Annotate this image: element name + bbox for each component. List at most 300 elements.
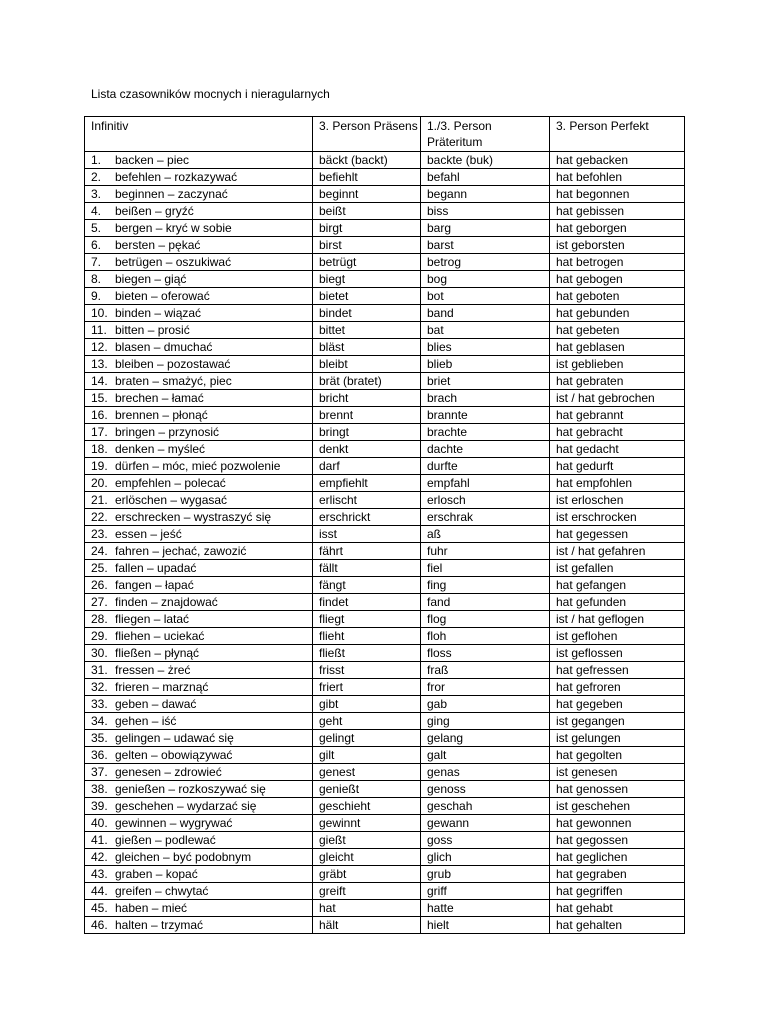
cell-infinitiv [85,509,313,526]
table-row [85,900,685,917]
infinitiv-text: essen – jeść [115,527,182,541]
infinitiv-text: dürfen – móc, mieć pozwolenie [115,459,281,473]
cell-perfekt: hat empfohlen [550,475,685,492]
row-number: 43. [91,867,108,881]
row-number: 45. [91,901,108,915]
infinitiv-text: halten – trzymać [115,918,204,932]
infinitiv-text: haben – mieć [115,901,188,915]
row-number: 22. [91,510,108,524]
infinitiv-text: bleiben – pozostawać [115,357,231,371]
cell-praeteritum: fand [421,594,550,611]
cell-perfekt: hat gegriffen [550,883,685,900]
cell-praeteritum: brach [421,390,550,407]
infinitiv-text: beginnen – zaczynać [115,187,228,201]
row-number: 4. [91,204,102,218]
table-row [85,883,685,900]
cell-praeteritum: betrog [421,254,550,271]
cell-perfekt: hat gebogen [550,271,685,288]
cell-infinitiv [85,730,313,747]
row-number: 44. [91,884,108,898]
row-number: 34. [91,714,108,728]
cell-perfekt: hat gefunden [550,594,685,611]
table-row [85,849,685,866]
cell-praesens: befiehlt [313,169,421,186]
cell-praeteritum: floss [421,645,550,662]
cell-praesens: gießt [313,832,421,849]
cell-praeteritum: griff [421,883,550,900]
infinitiv-text: brechen – łamać [115,391,204,405]
cell-perfekt: hat genossen [550,781,685,798]
cell-praesens: gewinnt [313,815,421,832]
row-number: 25. [91,561,108,575]
cell-perfekt: hat gegolten [550,747,685,764]
cell-perfekt: hat gedacht [550,441,685,458]
cell-infinitiv [85,662,313,679]
cell-praeteritum: brannte [421,407,550,424]
row-number: 39. [91,799,108,813]
row-number: 13. [91,357,108,371]
cell-infinitiv [85,390,313,407]
infinitiv-text: befehlen – rozkazywać [115,170,238,184]
cell-praesens: genießt [313,781,421,798]
cell-infinitiv [85,526,313,543]
cell-praesens: bricht [313,390,421,407]
cell-praesens: darf [313,458,421,475]
infinitiv-text: gießen – podlewać [115,833,216,847]
row-number: 28. [91,612,108,626]
cell-infinitiv [85,560,313,577]
row-number: 16. [91,408,108,422]
cell-praeteritum: ging [421,713,550,730]
table-row [85,781,685,798]
table-row [85,305,685,322]
cell-perfekt: ist geflohen [550,628,685,645]
cell-perfekt: ist gefallen [550,560,685,577]
table-row [85,526,685,543]
cell-infinitiv [85,237,313,254]
row-number: 6. [91,238,102,252]
cell-perfekt: hat befohlen [550,169,685,186]
cell-praeteritum: hatte [421,900,550,917]
table-row [85,832,685,849]
cell-perfekt: hat geblasen [550,339,685,356]
table-row [85,560,685,577]
row-number: 35. [91,731,108,745]
cell-praesens: betrügt [313,254,421,271]
table-row [85,356,685,373]
cell-praeteritum: begann [421,186,550,203]
row-number: 33. [91,697,108,711]
cell-praesens: beißt [313,203,421,220]
cell-infinitiv [85,458,313,475]
cell-infinitiv [85,271,313,288]
cell-praesens: fließt [313,645,421,662]
infinitiv-text: fliehen – uciekać [115,629,205,643]
infinitiv-text: graben – kopać [115,867,198,881]
cell-praeteritum: fraß [421,662,550,679]
row-number: 10. [91,306,108,320]
cell-praeteritum: galt [421,747,550,764]
cell-praesens: bittet [313,322,421,339]
cell-perfekt: hat gedurft [550,458,685,475]
cell-infinitiv [85,543,313,560]
row-number: 17. [91,425,108,439]
cell-praesens: friert [313,679,421,696]
infinitiv-text: erlöschen – wygasać [115,493,228,507]
table-row [85,747,685,764]
table-row [85,798,685,815]
infinitiv-text: gelingen – udawać się [115,731,234,745]
cell-praesens: birst [313,237,421,254]
row-number: 27. [91,595,108,609]
cell-infinitiv [85,169,313,186]
cell-praesens: frisst [313,662,421,679]
cell-perfekt: hat gewonnen [550,815,685,832]
cell-infinitiv [85,220,313,237]
cell-infinitiv [85,373,313,390]
cell-praesens: gelingt [313,730,421,747]
row-number: 29. [91,629,108,643]
row-number: 36. [91,748,108,762]
cell-praeteritum: gewann [421,815,550,832]
cell-perfekt: ist erschrocken [550,509,685,526]
cell-infinitiv [85,152,313,169]
header-perfekt: 3. Person Perfekt [550,117,685,152]
cell-praesens: bietet [313,288,421,305]
infinitiv-text: gleichen – być podobnym [115,850,252,864]
table-row [85,322,685,339]
cell-praesens: hält [313,917,421,934]
cell-infinitiv [85,288,313,305]
table-row [85,543,685,560]
cell-perfekt: hat geborgen [550,220,685,237]
table-row [85,373,685,390]
cell-praeteritum: genoss [421,781,550,798]
cell-perfekt: hat gehalten [550,917,685,934]
cell-perfekt: hat gefressen [550,662,685,679]
cell-infinitiv [85,713,313,730]
infinitiv-text: binden – wiązać [115,306,202,320]
infinitiv-text: genesen – zdrowieć [115,765,222,779]
cell-praesens: gleicht [313,849,421,866]
table-row [85,679,685,696]
header-praeteritum: 1./3. Person Präteritum [421,117,550,152]
cell-infinitiv [85,696,313,713]
cell-perfekt: ist gelungen [550,730,685,747]
cell-praesens: birgt [313,220,421,237]
table-row [85,390,685,407]
row-number: 3. [91,187,102,201]
cell-praesens: geht [313,713,421,730]
cell-perfekt: hat gebrannt [550,407,685,424]
infinitiv-text: bringen – przynosić [115,425,220,439]
verb-table [84,116,685,934]
table-row [85,577,685,594]
infinitiv-text: geben – dawać [115,697,197,711]
cell-praesens: biegt [313,271,421,288]
infinitiv-text: beißen – gryźć [115,204,194,218]
cell-praesens: erschrickt [313,509,421,526]
table-row [85,424,685,441]
row-number: 1. [91,153,102,167]
cell-infinitiv [85,424,313,441]
row-number: 20. [91,476,108,490]
table-row [85,713,685,730]
table-row [85,475,685,492]
cell-praesens: isst [313,526,421,543]
cell-perfekt: ist / hat gefahren [550,543,685,560]
cell-infinitiv [85,254,313,271]
table-row [85,730,685,747]
cell-praeteritum: erschrak [421,509,550,526]
cell-infinitiv [85,441,313,458]
infinitiv-text: blasen – dmuchać [115,340,213,354]
cell-praesens: bindet [313,305,421,322]
row-number: 32. [91,680,108,694]
row-number: 30. [91,646,108,660]
row-number: 41. [91,833,108,847]
cell-praesens: bläst [313,339,421,356]
cell-infinitiv [85,883,313,900]
row-number: 9. [91,289,102,303]
row-number: 8. [91,272,102,286]
cell-infinitiv [85,186,313,203]
table-row [85,866,685,883]
cell-praesens: fängt [313,577,421,594]
cell-perfekt: hat gegessen [550,526,685,543]
table-row [85,441,685,458]
cell-praeteritum: bot [421,288,550,305]
cell-praeteritum: fuhr [421,543,550,560]
cell-praeteritum: blieb [421,356,550,373]
infinitiv-text: gehen – iść [115,714,177,728]
row-number: 7. [91,255,102,269]
infinitiv-text: bersten – pękać [115,238,201,252]
cell-praesens: findet [313,594,421,611]
row-number: 18. [91,442,108,456]
cell-praesens: fährt [313,543,421,560]
table-row [85,339,685,356]
cell-praesens: hat [313,900,421,917]
cell-perfekt: hat geglichen [550,849,685,866]
table-row [85,594,685,611]
table-row [85,254,685,271]
row-number: 31. [91,663,108,677]
cell-infinitiv [85,798,313,815]
cell-praesens: greift [313,883,421,900]
header-infinitiv: Infinitiv [85,117,313,152]
infinitiv-text: brennen – płonąć [115,408,208,422]
cell-praesens: bleibt [313,356,421,373]
row-number: 23. [91,527,108,541]
cell-praeteritum: bat [421,322,550,339]
cell-infinitiv [85,781,313,798]
cell-praeteritum: flog [421,611,550,628]
cell-perfekt: hat betrogen [550,254,685,271]
table-row [85,509,685,526]
cell-praesens: gibt [313,696,421,713]
infinitiv-text: frieren – marznąć [115,680,209,694]
row-number: 12. [91,340,108,354]
cell-infinitiv [85,611,313,628]
table-row [85,186,685,203]
cell-perfekt: hat gehabt [550,900,685,917]
cell-infinitiv [85,322,313,339]
cell-praesens: fällt [313,560,421,577]
cell-perfekt: hat gebracht [550,424,685,441]
cell-praeteritum: grub [421,866,550,883]
cell-praeteritum: bog [421,271,550,288]
cell-praeteritum: fror [421,679,550,696]
cell-perfekt: hat gefroren [550,679,685,696]
row-number: 46. [91,918,108,932]
cell-perfekt: hat gegossen [550,832,685,849]
infinitiv-text: greifen – chwytać [115,884,209,898]
cell-praeteritum: barg [421,220,550,237]
infinitiv-text: backen – piec [115,153,190,167]
cell-praeteritum: backte (buk) [421,152,550,169]
table-row [85,237,685,254]
row-number: 38. [91,782,108,796]
cell-perfekt: ist gegangen [550,713,685,730]
table-row [85,611,685,628]
table-row [85,645,685,662]
cell-perfekt: ist erloschen [550,492,685,509]
infinitiv-text: braten – smażyć, piec [115,374,232,388]
row-number: 21. [91,493,108,507]
header-row [85,117,685,152]
cell-infinitiv [85,815,313,832]
row-number: 11. [91,323,107,337]
cell-perfekt: hat gebraten [550,373,685,390]
cell-infinitiv [85,764,313,781]
document-title: Lista czasowników mocnych i nieragularnych [91,87,330,101]
cell-perfekt: hat geboten [550,288,685,305]
table-header [85,117,685,152]
cell-infinitiv [85,356,313,373]
infinitiv-text: bergen – kryć w sobie [115,221,232,235]
row-number: 5. [91,221,102,235]
table-row [85,271,685,288]
cell-praeteritum: gelang [421,730,550,747]
cell-infinitiv [85,747,313,764]
cell-praesens: erlischt [313,492,421,509]
table-row [85,220,685,237]
infinitiv-text: gelten – obowiązywać [115,748,233,762]
cell-infinitiv [85,645,313,662]
cell-praeteritum: erlosch [421,492,550,509]
cell-praeteritum: floh [421,628,550,645]
cell-perfekt: ist geborsten [550,237,685,254]
infinitiv-text: fliegen – latać [115,612,190,626]
row-number: 26. [91,578,108,592]
cell-praeteritum: hielt [421,917,550,934]
table-row [85,169,685,186]
cell-praeteritum: barst [421,237,550,254]
table-row [85,764,685,781]
table-row [85,628,685,645]
row-number: 19. [91,459,108,473]
infinitiv-text: geschehen – wydarzać się [115,799,257,813]
infinitiv-text: bitten – prosić [115,323,190,337]
infinitiv-text: biegen – giąć [115,272,187,286]
cell-praesens: bäckt (backt) [313,152,421,169]
cell-infinitiv [85,917,313,934]
cell-praeteritum: brachte [421,424,550,441]
cell-praeteritum: fing [421,577,550,594]
header-praesens: 3. Person Präsens [313,117,421,152]
cell-infinitiv [85,577,313,594]
row-number: 2. [91,170,102,184]
cell-praeteritum: biss [421,203,550,220]
cell-infinitiv [85,594,313,611]
cell-praeteritum: genas [421,764,550,781]
table-row [85,203,685,220]
infinitiv-text: fressen – żreć [115,663,191,677]
cell-infinitiv [85,628,313,645]
infinitiv-text: fließen – płynąć [115,646,200,660]
table-row [85,815,685,832]
cell-infinitiv [85,492,313,509]
cell-praeteritum: befahl [421,169,550,186]
table-body [85,152,685,934]
infinitiv-text: empfehlen – polecać [115,476,226,490]
cell-perfekt: ist / hat gebrochen [550,390,685,407]
cell-perfekt: ist geschehen [550,798,685,815]
cell-praesens: empfiehlt [313,475,421,492]
infinitiv-text: genießen – rozkoszywać się [115,782,266,796]
row-number: 37. [91,765,108,779]
cell-perfekt: hat gebunden [550,305,685,322]
table-row [85,407,685,424]
cell-infinitiv [85,305,313,322]
infinitiv-text: finden – znajdować [115,595,218,609]
cell-praesens: gilt [313,747,421,764]
table-row [85,917,685,934]
cell-praesens: geschieht [313,798,421,815]
infinitiv-text: erschrecken – wystraszyć się [115,510,272,524]
cell-perfekt: hat gegraben [550,866,685,883]
cell-infinitiv [85,203,313,220]
cell-perfekt: hat gebeten [550,322,685,339]
infinitiv-text: denken – myśleć [115,442,206,456]
cell-perfekt: ist genesen [550,764,685,781]
cell-infinitiv [85,475,313,492]
infinitiv-text: fallen – upadać [115,561,197,575]
cell-praeteritum: glich [421,849,550,866]
table-row [85,696,685,713]
cell-perfekt: hat gebissen [550,203,685,220]
cell-praesens: gräbt [313,866,421,883]
cell-praeteritum: gab [421,696,550,713]
cell-praesens: beginnt [313,186,421,203]
infinitiv-text: betrügen – oszukiwać [115,255,232,269]
cell-infinitiv [85,407,313,424]
cell-perfekt: hat gegeben [550,696,685,713]
table-row [85,492,685,509]
cell-praeteritum: band [421,305,550,322]
cell-perfekt: ist / hat geflogen [550,611,685,628]
cell-praeteritum: geschah [421,798,550,815]
cell-infinitiv [85,849,313,866]
cell-infinitiv [85,679,313,696]
cell-praeteritum: durfte [421,458,550,475]
cell-praesens: bringt [313,424,421,441]
table-row [85,662,685,679]
row-number: 42. [91,850,108,864]
cell-praeteritum: dachte [421,441,550,458]
cell-praesens: brät (bratet) [313,373,421,390]
